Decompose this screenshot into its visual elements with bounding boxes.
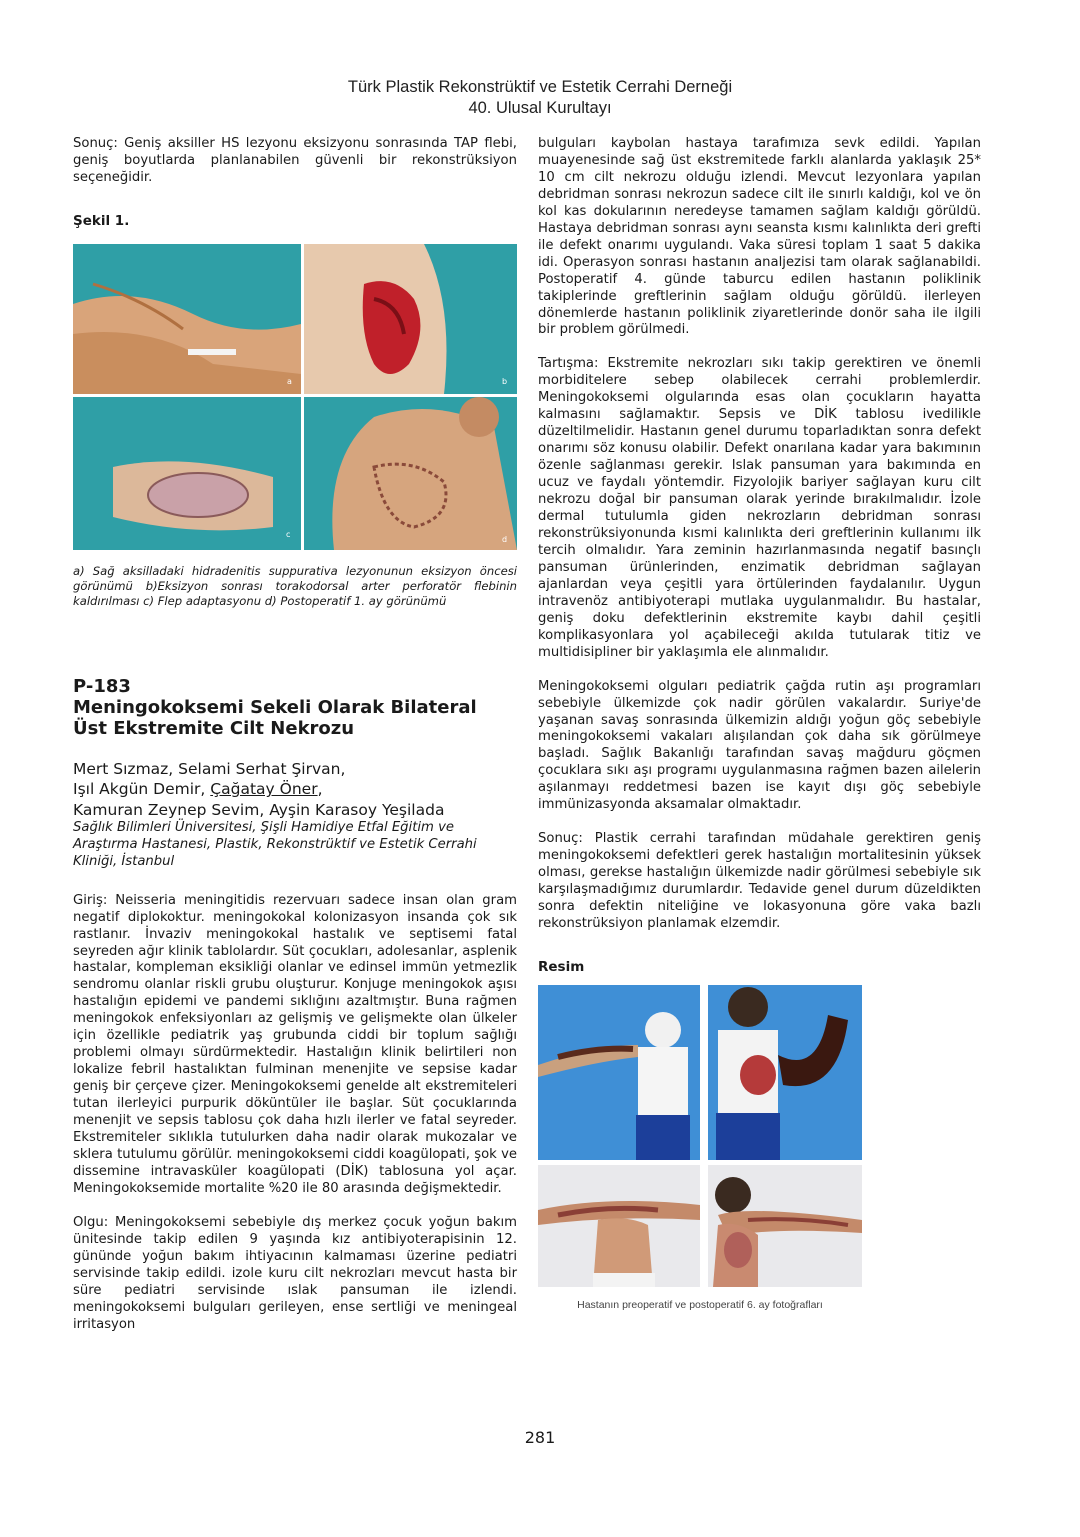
photo-a-axilla-preop [73, 244, 301, 394]
photo-preop-front [538, 985, 700, 1160]
photo-postop-side [708, 1165, 862, 1287]
photo-c-flap-inset [73, 397, 301, 550]
photo-b-letter: b [502, 376, 508, 386]
running-header [0, 77, 1080, 119]
conclusion-paragraph: Sonuç: Plastik cerrahi tarafından müdahale gerektiren geniş meningokoksemi defektleri gerek hastalığın mortalitesinin yüksek olması, gerekse hastalığın ülkemizde nadir görülmesi sebebiyle sık karşılaşmadığımız durumlardır. Tedavide genel durum düzeldikten sonra defektin niteliğine ve lokasyonuna göre vaka bazlı rekonstrüksiyon planlamak elzemdir. [538, 831, 981, 931]
case-paragraph-continued: bulguları kaybolan hastaya tarafımıza sevk edildi. Yapılan muayenesinde sağ üst ekstremitede farklı alanlarda yaklaşık 25* 10 cm cilt nekrozu olduğu izlendi. Mevcut lezyonlara yapılan debridman sonrası nekrozun sadece cilt ile sınırlı kaldığı, kol ve ön kol kas dokularının neredeyse tamamen sağlam kaldığı görüldü. Hastaya debridman sonrası aynı seansta kısmı kalınlıkta deri grefti ile defekt onarımı uygulandı. Vaka süresi toplam 1 saat 5 dakika idi. Operasyon sonrası hastanın analjezisi tam olarak sağlanabildi. Postoperatif 4. günde taburcu edilen hastanın poliklinik takiplerinde greftlerinin sağlam olduğu görüldü. ilerleyen dönemlerde hastanın poliklinik ziyaretlerinde donör saha ile ilgili bir problem görülmedi. [538, 136, 981, 338]
case-paragraph: Olgu: Meningokoksemi sebebiyle dış merkez çocuk yoğun bakım ünitesinde takip edilen 9 yaşında kız antibiyoterapisinin 12. gününde yoğun bakım ihtiyacının kalmaması üzerine pediatri servisinde takip edildi. izole kuru cilt nekrozları mevcut hasta bir süre pediatri servisinde ıslak pansuman ile izlendi. meningokoksemi bulguları gerileyen, ense sertliği ve meningeal irritasyon [73, 1214, 517, 1332]
affiliation: Sağlık Bilimleri Üniversitesi, Şişli Hamidiye Etfal Eğitim ve Araştırma Hastanesi, Plastik, Rekonstrüktif ve Estetik Cerrahi Kliniği, İstanbul [73, 820, 477, 869]
discussion-paragraph: Tartışma: Ekstremite nekrozları sıkı takip gerektiren ve önemli morbiditelere sebep olabilecek cerrahi problemlerdir. Meningokoksemi olgularında esas olan çocukların hayatta kalmasını sağlamaktır. Sepsis ve DİK tablosu ivedilikle düzeltilmelidir. Hastanın genel durumu toparladıktan sonra defekt onarımı söz konusu olabilir. Defekt onarılana kadar yara bakımının özenle sağlanması gerekir. Islak pansuman yara bakımında en ucuz ve faydalı yöntemdir. Fizyolojik bariyer sağlayan kuru cilt nekrozu doğal bir pansuman olarak yerinde bırakılmalıdır. İzole dermal tutulumla giden nekrozların debridman sonrası rekonstrüksiyonunda kısmi kalınlıkta deri greftlerinin kullanımı ilk tercih olmalıdır. Yara zeminin hazırlanmasında negatif basınçlı pansuman ürünlerinden, enzimatik debridman sağlayan ajanlardan veya çeşitli yara örtülerinden faydalanılır. Uygun intravenöz antibiyoterapi mutlaka uygulanmalıdır. Bu hastalar, geniş doku defektlerinin ekstremite kaybı dahil çeşitli komplikasyonlara yol açabileceği akılda tutularak titiz ve multidisipliner bir yaklaşımla ele alınmalıdır. [538, 356, 981, 660]
authors-line2 [73, 779, 517, 800]
abstract-title-line1: Meningokoksemi Sekeli Olarak Bilateral [73, 696, 477, 718]
header-congress-name: 40. Ulusal Kurultayı [468, 99, 612, 117]
introduction-paragraph: Giriş: Neisseria meningitidis rezervuarı sadece insan olan gram negatif diplokoktur. meningokokal kolonizasyon insanda çok sık rastlanır. İnvaziv meningokokal hastalık ve septisemi fatal seyreden ağır klinik tablolardır. Süt çocukları, adolesanlar, asplenik hastalar, kompleman eksikliği olanlar ve edinsel immün yetmezlik sendromu olanlar riskli grubu oluşturur. Konjuge meningokok aşısı hastalığın epidemi ve pandemi sıklığını azaltmıştır. Buna rağmen meningokok enfeksiyonları az gelişmiş ve gelişmekte olan ülkeler için özellikle pediatrik yaş grubunda ciddi bir toplum sağlığı problemi olmayı sürdürmektedir. Hastalığın klinik belirtileri non lokalize febril hastalıktan fulminan menenjite ve sepsise kadar geniş bir çerçeve çizer. Meningokoksemi genelde alt ekstremiteleri tutan ilerleyici purpurik döküntüler ile başlar. Süt çocuklarında menenjit ve sepsis tablosu çok daha hızlı ilerler ve fatal seyreder. Ekstremiteler sıklıkla tutulurken daha nadir olarak mukozalar ve sklera tutulumu görülür. meningokoksemi ciddi koagülopati, şok ve dissemine intravasküler koagülopati (DİK) tablosuna yol açar. Meningokoksemide mortalite %20 ile 80 arasında değişmektedir. [73, 892, 517, 1196]
figure-label: Şekil 1. [73, 212, 130, 229]
photo-preop-back [708, 985, 862, 1160]
photo-b-flap-harvest [304, 244, 517, 394]
authors-line3: Kamuran Zeynep Sevim, Ayşin Karasoy Yeşilada [73, 800, 445, 819]
author-separator: , [317, 780, 323, 799]
figure-1-caption: a) Sağ aksilladaki hidradenitis suppurativa lezyonunun eksizyon öncesi görünümü b)Eksizyon sonrası torakodorsal arter perforatör flebinin kaldırılması c) Flep adaptasyonu d) Postoperatif 1. ay görünümü [73, 563, 517, 609]
authors-line1: Mert Sızmaz, Selami Serhat Şirvan, [73, 759, 346, 778]
presenting-author: Çağatay Öner [210, 780, 318, 799]
abstract-title-line2: Üst Ekstremite Cilt Nekrozu [73, 717, 355, 739]
author-names: Işıl Akgün Demir, [73, 780, 211, 799]
meningococcemia-paragraph: Meningokoksemi olguları pediatrik çağda rutin aşı programları sebebiyle ülkemizde çok nadir görülen vakalardır. Suriye'de yaşanan savaş sonrasında ülkemizin aldığı yoğun göç sebebiyle meningokoksemi vakaları alışılandan çok daha sık görülmeye başladı. Sağlık Bakanlığı tarafından savaş mağduru göçmen çocuklara sıkı aşı programı uygulanmasına rağmen bazen ailelerin aşılanmayı reddetmesi bazen ise kayıt dışı göç sebebiyle immünizasyonda aksamalar olmaktadır. [538, 678, 981, 813]
photo-c-letter: c [286, 529, 291, 539]
photo-d-letter: d [502, 534, 508, 544]
photo-a-letter: a [287, 376, 292, 386]
photo-d-postop-1-month [304, 397, 517, 550]
photo-postop-back [538, 1165, 700, 1287]
poster-id: P-183 [73, 675, 131, 697]
page-number: 281 [524, 1428, 556, 1447]
previous-abstract-conclusion: Sonuç: Geniş aksiller HS lezyonu eksizyonu sonrasında TAP flebi, geniş boyutlarda planlanabilen güvenli bir rekonstrüksiyon seçeneğidir. [73, 136, 517, 185]
resim-caption: Hastanın preoperatif ve postoperatif 6. ay fotoğrafları [577, 1298, 823, 1311]
header-society-name: Türk Plastik Rekonstrüktif ve Estetik Cerrahi Derneği [347, 78, 733, 96]
left-column [73, 136, 517, 1333]
resim-label: Resim [538, 958, 585, 975]
patient-photo-grid [538, 985, 862, 1315]
right-column [538, 136, 981, 1315]
figure-1-photo-grid [73, 244, 517, 550]
